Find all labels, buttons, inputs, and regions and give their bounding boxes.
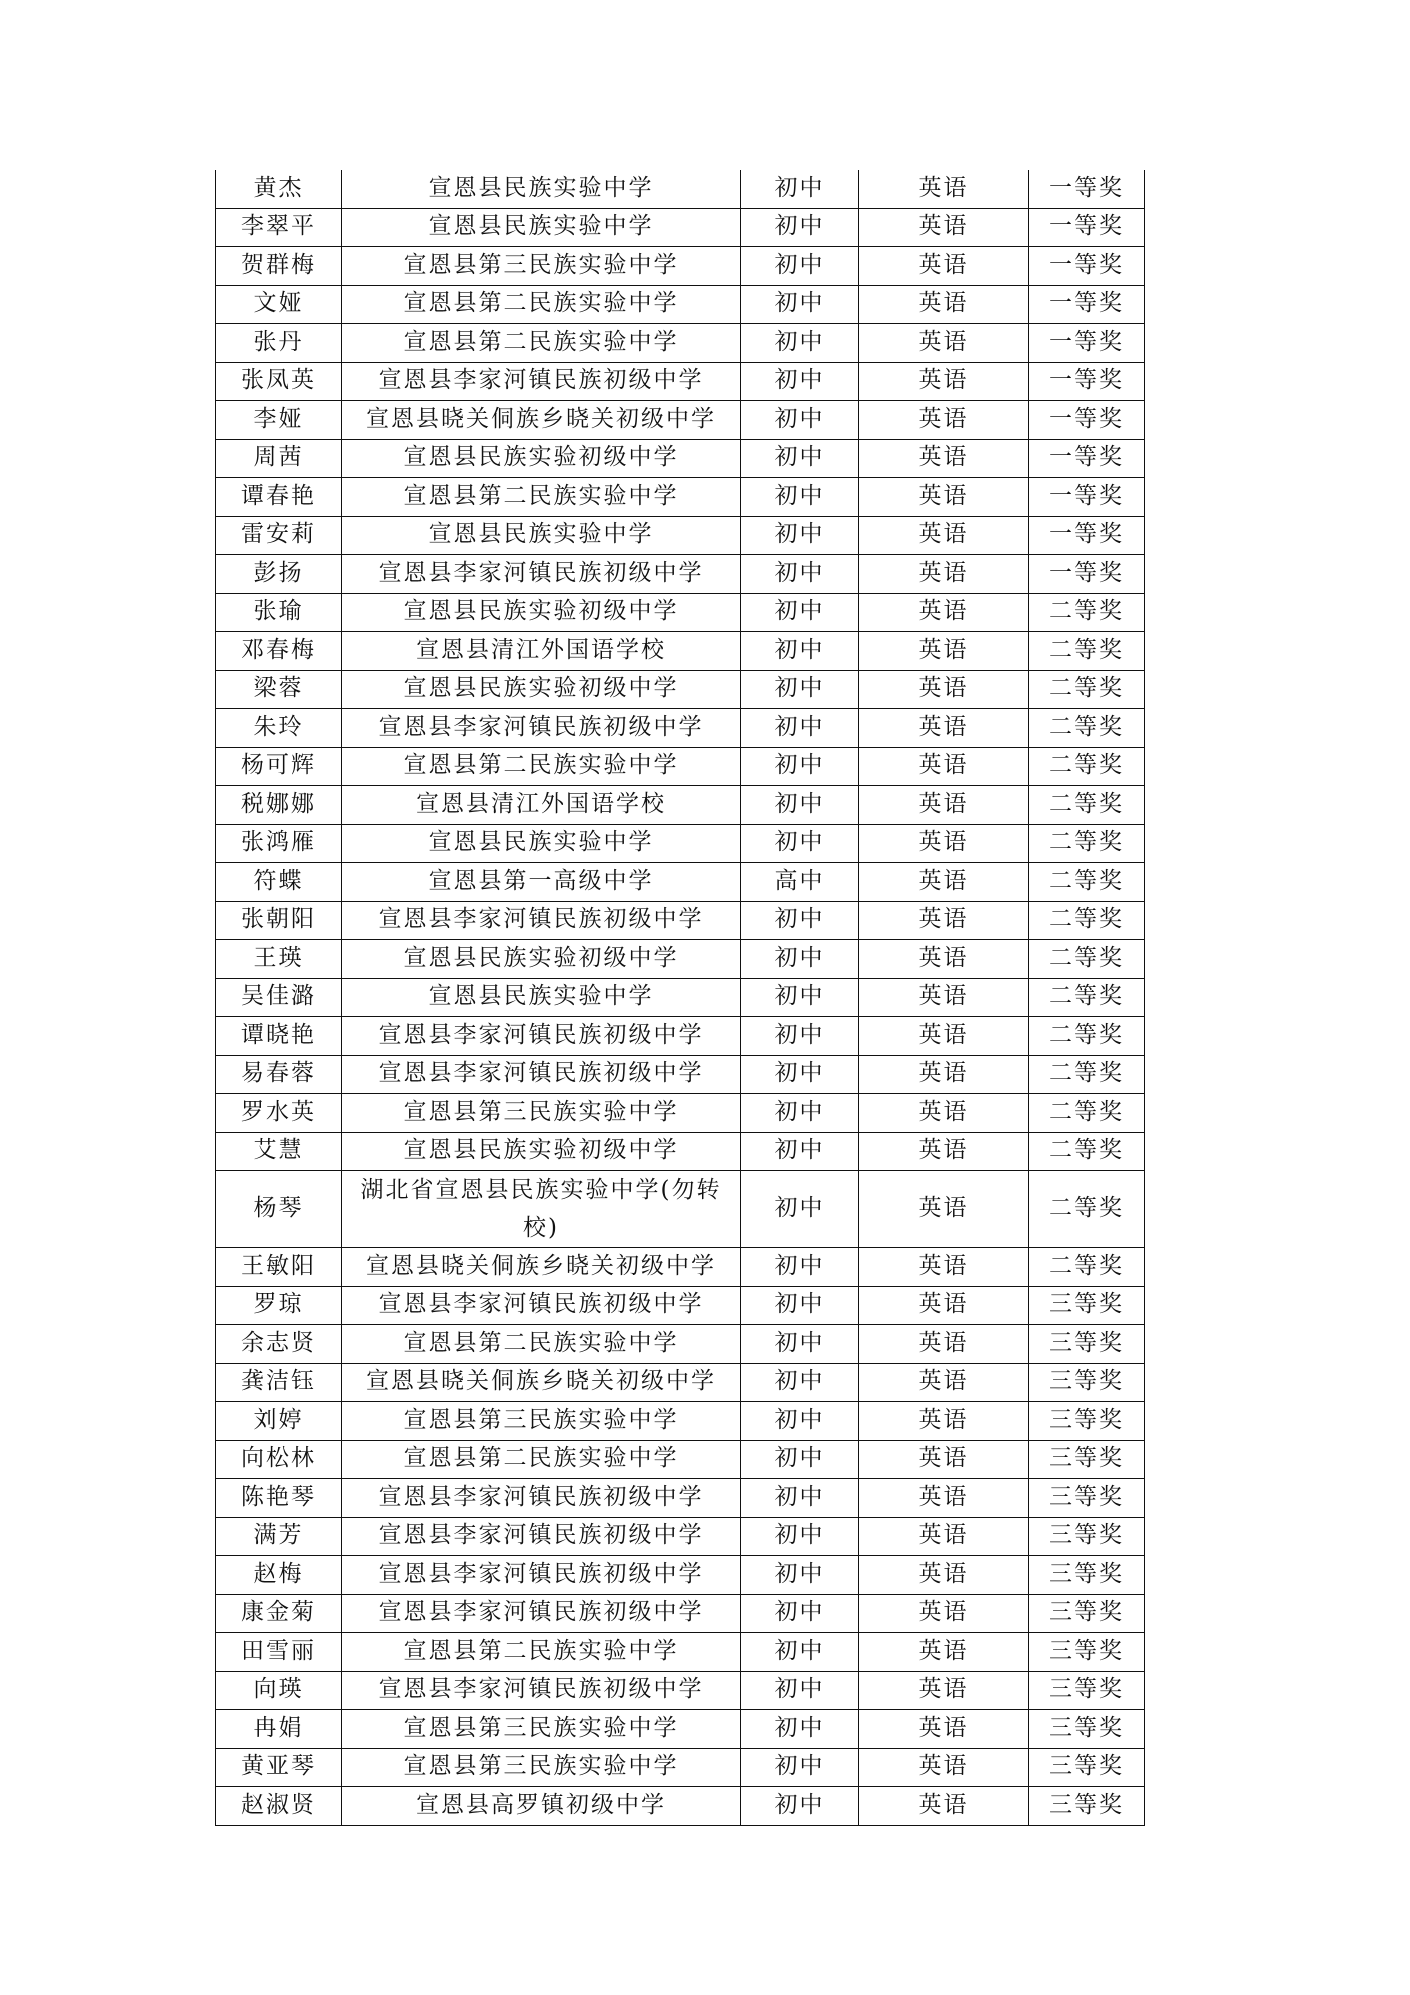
award-cell: 三等奖: [1029, 1402, 1145, 1441]
name-cell: 文娅: [216, 285, 342, 324]
subject-cell: 英语: [859, 1017, 1029, 1056]
subject-cell: 英语: [859, 1748, 1029, 1787]
school-cell: 宣恩县第二民族实验中学: [342, 478, 741, 517]
name-cell: 黄亚琴: [216, 1748, 342, 1787]
level-cell: 初中: [741, 1517, 859, 1556]
award-cell: 三等奖: [1029, 1286, 1145, 1325]
table-row: [216, 863, 1145, 902]
name-cell: 谭晓艳: [216, 1017, 342, 1056]
level-cell: 初中: [741, 1171, 859, 1248]
name-cell: 邓春梅: [216, 632, 342, 671]
subject-cell: 英语: [859, 1248, 1029, 1287]
award-cell: 二等奖: [1029, 1248, 1145, 1287]
award-cell: 一等奖: [1029, 170, 1145, 208]
subject-cell: 英语: [859, 1286, 1029, 1325]
award-cell: 一等奖: [1029, 478, 1145, 517]
table-row: [216, 978, 1145, 1017]
table-row: [216, 1402, 1145, 1441]
table-row: [216, 940, 1145, 979]
table-row: [216, 1248, 1145, 1287]
name-cell: 龚洁钰: [216, 1363, 342, 1402]
subject-cell: 英语: [859, 1517, 1029, 1556]
name-cell: 刘婷: [216, 1402, 342, 1441]
name-cell: 梁蓉: [216, 670, 342, 709]
subject-cell: 英语: [859, 670, 1029, 709]
award-cell: 三等奖: [1029, 1325, 1145, 1364]
subject-cell: 英语: [859, 439, 1029, 478]
school-cell: 宣恩县民族实验初级中学: [342, 1132, 741, 1171]
subject-cell: 英语: [859, 709, 1029, 748]
name-cell: 罗琼: [216, 1286, 342, 1325]
level-cell: 初中: [741, 1671, 859, 1710]
school-cell: 湖北省宣恩县民族实验中学(勿转校): [342, 1171, 741, 1248]
school-cell: 宣恩县清江外国语学校: [342, 632, 741, 671]
school-cell: 宣恩县第三民族实验中学: [342, 1094, 741, 1133]
subject-cell: 英语: [859, 555, 1029, 594]
subject-cell: 英语: [859, 324, 1029, 363]
subject-cell: 英语: [859, 978, 1029, 1017]
table-row: [216, 516, 1145, 555]
award-cell: 三等奖: [1029, 1671, 1145, 1710]
name-cell: 周茜: [216, 439, 342, 478]
table-row: [216, 632, 1145, 671]
level-cell: 初中: [741, 516, 859, 555]
award-cell: 二等奖: [1029, 1055, 1145, 1094]
table-row: [216, 1286, 1145, 1325]
table-row: [216, 555, 1145, 594]
school-cell: 宣恩县晓关侗族乡晓关初级中学: [342, 401, 741, 440]
school-cell: 宣恩县民族实验中学: [342, 824, 741, 863]
school-cell: 宣恩县第三民族实验中学: [342, 1748, 741, 1787]
subject-cell: 英语: [859, 285, 1029, 324]
school-cell: 宣恩县高罗镇初级中学: [342, 1787, 741, 1826]
school-cell: 宣恩县民族实验初级中学: [342, 670, 741, 709]
level-cell: 初中: [741, 1286, 859, 1325]
subject-cell: 英语: [859, 170, 1029, 208]
level-cell: 初中: [741, 747, 859, 786]
school-cell: 宣恩县李家河镇民族初级中学: [342, 1479, 741, 1518]
school-cell: 宣恩县李家河镇民族初级中学: [342, 1671, 741, 1710]
school-cell: 宣恩县第二民族实验中学: [342, 285, 741, 324]
subject-cell: 英语: [859, 1094, 1029, 1133]
award-cell: 三等奖: [1029, 1594, 1145, 1633]
name-cell: 张鸿雁: [216, 824, 342, 863]
school-cell: 宣恩县民族实验初级中学: [342, 439, 741, 478]
award-cell: 二等奖: [1029, 786, 1145, 825]
subject-cell: 英语: [859, 824, 1029, 863]
table-row: [216, 1671, 1145, 1710]
name-cell: 王瑛: [216, 940, 342, 979]
table-row: [216, 1710, 1145, 1749]
table-row: [216, 670, 1145, 709]
level-cell: 初中: [741, 593, 859, 632]
award-cell: 三等奖: [1029, 1633, 1145, 1672]
level-cell: 初中: [741, 208, 859, 247]
award-cell: 一等奖: [1029, 208, 1145, 247]
name-cell: 张凤英: [216, 362, 342, 401]
table-row: [216, 324, 1145, 363]
subject-cell: 英语: [859, 1402, 1029, 1441]
school-cell: 宣恩县民族实验初级中学: [342, 940, 741, 979]
table-row: [216, 208, 1145, 247]
award-cell: 三等奖: [1029, 1440, 1145, 1479]
award-cell: 二等奖: [1029, 1171, 1145, 1248]
award-cell: 二等奖: [1029, 901, 1145, 940]
level-cell: 初中: [741, 1055, 859, 1094]
table-row: [216, 1017, 1145, 1056]
subject-cell: 英语: [859, 901, 1029, 940]
table-row: [216, 1132, 1145, 1171]
table-row: [216, 439, 1145, 478]
table-row: [216, 1055, 1145, 1094]
name-cell: 彭扬: [216, 555, 342, 594]
level-cell: 初中: [741, 1132, 859, 1171]
subject-cell: 英语: [859, 362, 1029, 401]
award-cell: 一等奖: [1029, 247, 1145, 286]
school-cell: 宣恩县李家河镇民族初级中学: [342, 362, 741, 401]
school-cell: 宣恩县李家河镇民族初级中学: [342, 1594, 741, 1633]
subject-cell: 英语: [859, 1055, 1029, 1094]
table-row: [216, 1633, 1145, 1672]
award-cell: 二等奖: [1029, 1017, 1145, 1056]
level-cell: 初中: [741, 1248, 859, 1287]
name-cell: 杨琴: [216, 1171, 342, 1248]
name-cell: 田雪丽: [216, 1633, 342, 1672]
school-cell: 宣恩县民族实验中学: [342, 978, 741, 1017]
school-cell: 宣恩县第一高级中学: [342, 863, 741, 902]
table-row: [216, 1594, 1145, 1633]
level-cell: 初中: [741, 1633, 859, 1672]
level-cell: 初中: [741, 1363, 859, 1402]
table-row: [216, 593, 1145, 632]
school-cell: 宣恩县李家河镇民族初级中学: [342, 555, 741, 594]
school-cell: 宣恩县民族实验中学: [342, 516, 741, 555]
subject-cell: 英语: [859, 1132, 1029, 1171]
school-cell: 宣恩县晓关侗族乡晓关初级中学: [342, 1363, 741, 1402]
table-row: [216, 1748, 1145, 1787]
school-cell: 宣恩县李家河镇民族初级中学: [342, 1517, 741, 1556]
name-cell: 余志贤: [216, 1325, 342, 1364]
subject-cell: 英语: [859, 632, 1029, 671]
table-row: [216, 1363, 1145, 1402]
name-cell: 符蝶: [216, 863, 342, 902]
school-cell: 宣恩县民族实验初级中学: [342, 593, 741, 632]
table-row: [216, 1094, 1145, 1133]
level-cell: 初中: [741, 1710, 859, 1749]
school-cell: 宣恩县第二民族实验中学: [342, 324, 741, 363]
award-cell: 三等奖: [1029, 1556, 1145, 1595]
name-cell: 向瑛: [216, 1671, 342, 1710]
name-cell: 税娜娜: [216, 786, 342, 825]
name-cell: 冉娟: [216, 1710, 342, 1749]
school-cell: 宣恩县李家河镇民族初级中学: [342, 1286, 741, 1325]
level-cell: 初中: [741, 401, 859, 440]
name-cell: 雷安莉: [216, 516, 342, 555]
level-cell: 初中: [741, 709, 859, 748]
subject-cell: 英语: [859, 1594, 1029, 1633]
name-cell: 谭春艳: [216, 478, 342, 517]
table-row: [216, 285, 1145, 324]
award-cell: 二等奖: [1029, 670, 1145, 709]
award-cell: 二等奖: [1029, 1132, 1145, 1171]
award-cell: 三等奖: [1029, 1479, 1145, 1518]
subject-cell: 英语: [859, 516, 1029, 555]
school-cell: 宣恩县李家河镇民族初级中学: [342, 1055, 741, 1094]
subject-cell: 英语: [859, 208, 1029, 247]
subject-cell: 英语: [859, 1787, 1029, 1826]
name-cell: 李翠平: [216, 208, 342, 247]
level-cell: 初中: [741, 901, 859, 940]
level-cell: 初中: [741, 1594, 859, 1633]
name-cell: 赵淑贤: [216, 1787, 342, 1826]
table-row: [216, 1479, 1145, 1518]
awards-table-body: [216, 170, 1145, 1825]
subject-cell: 英语: [859, 247, 1029, 286]
subject-cell: 英语: [859, 747, 1029, 786]
table-row: [216, 1787, 1145, 1826]
award-cell: 二等奖: [1029, 863, 1145, 902]
table-row: [216, 1325, 1145, 1364]
school-cell: 宣恩县李家河镇民族初级中学: [342, 901, 741, 940]
table-row: [216, 247, 1145, 286]
subject-cell: 英语: [859, 1556, 1029, 1595]
school-cell: 宣恩县第二民族实验中学: [342, 747, 741, 786]
subject-cell: 英语: [859, 1479, 1029, 1518]
subject-cell: 英语: [859, 786, 1029, 825]
level-cell: 初中: [741, 285, 859, 324]
level-cell: 初中: [741, 940, 859, 979]
name-cell: 易春蓉: [216, 1055, 342, 1094]
table-row: [216, 824, 1145, 863]
award-cell: 三等奖: [1029, 1517, 1145, 1556]
level-cell: 初中: [741, 786, 859, 825]
name-cell: 朱玲: [216, 709, 342, 748]
award-cell: 一等奖: [1029, 516, 1145, 555]
table-row: [216, 786, 1145, 825]
name-cell: 黄杰: [216, 170, 342, 208]
name-cell: 罗水英: [216, 1094, 342, 1133]
award-cell: 二等奖: [1029, 978, 1145, 1017]
name-cell: 满芳: [216, 1517, 342, 1556]
award-cell: 一等奖: [1029, 401, 1145, 440]
award-cell: 二等奖: [1029, 747, 1145, 786]
subject-cell: 英语: [859, 401, 1029, 440]
name-cell: 艾慧: [216, 1132, 342, 1171]
table-row: [216, 478, 1145, 517]
subject-cell: 英语: [859, 1710, 1029, 1749]
level-cell: 初中: [741, 324, 859, 363]
level-cell: 初中: [741, 978, 859, 1017]
school-cell: 宣恩县李家河镇民族初级中学: [342, 709, 741, 748]
school-cell: 宣恩县第二民族实验中学: [342, 1440, 741, 1479]
level-cell: 初中: [741, 478, 859, 517]
award-cell: 三等奖: [1029, 1787, 1145, 1826]
level-cell: 初中: [741, 170, 859, 208]
level-cell: 初中: [741, 1402, 859, 1441]
subject-cell: 英语: [859, 1671, 1029, 1710]
award-cell: 二等奖: [1029, 940, 1145, 979]
name-cell: 张丹: [216, 324, 342, 363]
name-cell: 向松林: [216, 1440, 342, 1479]
level-cell: 初中: [741, 1479, 859, 1518]
table-row: [216, 362, 1145, 401]
name-cell: 杨可辉: [216, 747, 342, 786]
level-cell: 初中: [741, 1787, 859, 1826]
award-cell: 一等奖: [1029, 555, 1145, 594]
level-cell: 初中: [741, 439, 859, 478]
level-cell: 初中: [741, 670, 859, 709]
name-cell: 王敏阳: [216, 1248, 342, 1287]
level-cell: 初中: [741, 632, 859, 671]
award-cell: 三等奖: [1029, 1748, 1145, 1787]
level-cell: 初中: [741, 1094, 859, 1133]
award-cell: 一等奖: [1029, 324, 1145, 363]
award-cell: 二等奖: [1029, 1094, 1145, 1133]
table-row: [216, 170, 1145, 208]
level-cell: 初中: [741, 1556, 859, 1595]
name-cell: 张瑜: [216, 593, 342, 632]
subject-cell: 英语: [859, 1171, 1029, 1248]
award-cell: 三等奖: [1029, 1363, 1145, 1402]
name-cell: 康金菊: [216, 1594, 342, 1633]
table-row: [216, 1440, 1145, 1479]
name-cell: 李娅: [216, 401, 342, 440]
table-row: [216, 1517, 1145, 1556]
school-cell: 宣恩县第三民族实验中学: [342, 1402, 741, 1441]
subject-cell: 英语: [859, 1363, 1029, 1402]
level-cell: 初中: [741, 824, 859, 863]
table-row: [216, 401, 1145, 440]
school-cell: 宣恩县第三民族实验中学: [342, 247, 741, 286]
subject-cell: 英语: [859, 1633, 1029, 1672]
table-row: [216, 709, 1145, 748]
table-row: [216, 1556, 1145, 1595]
award-cell: 三等奖: [1029, 1710, 1145, 1749]
level-cell: 初中: [741, 1017, 859, 1056]
level-cell: 初中: [741, 1325, 859, 1364]
school-cell: 宣恩县民族实验中学: [342, 170, 741, 208]
subject-cell: 英语: [859, 863, 1029, 902]
subject-cell: 英语: [859, 1440, 1029, 1479]
name-cell: 张朝阳: [216, 901, 342, 940]
name-cell: 赵梅: [216, 1556, 342, 1595]
school-cell: 宣恩县李家河镇民族初级中学: [342, 1556, 741, 1595]
level-cell: 初中: [741, 1748, 859, 1787]
table-row: [216, 901, 1145, 940]
award-cell: 二等奖: [1029, 593, 1145, 632]
subject-cell: 英语: [859, 478, 1029, 517]
level-cell: 初中: [741, 555, 859, 594]
table-row: [216, 1171, 1145, 1248]
level-cell: 初中: [741, 247, 859, 286]
subject-cell: 英语: [859, 1325, 1029, 1364]
school-cell: 宣恩县第三民族实验中学: [342, 1710, 741, 1749]
school-cell: 宣恩县民族实验中学: [342, 208, 741, 247]
name-cell: 陈艳琴: [216, 1479, 342, 1518]
award-cell: 一等奖: [1029, 285, 1145, 324]
subject-cell: 英语: [859, 593, 1029, 632]
school-cell: 宣恩县清江外国语学校: [342, 786, 741, 825]
school-cell: 宣恩县李家河镇民族初级中学: [342, 1017, 741, 1056]
awards-table: [215, 170, 1145, 1826]
name-cell: 贺群梅: [216, 247, 342, 286]
subject-cell: 英语: [859, 940, 1029, 979]
award-cell: 一等奖: [1029, 362, 1145, 401]
school-cell: 宣恩县第二民族实验中学: [342, 1325, 741, 1364]
level-cell: 初中: [741, 362, 859, 401]
award-cell: 二等奖: [1029, 709, 1145, 748]
table-row: [216, 747, 1145, 786]
award-cell: 二等奖: [1029, 824, 1145, 863]
level-cell: 高中: [741, 863, 859, 902]
school-cell: 宣恩县晓关侗族乡晓关初级中学: [342, 1248, 741, 1287]
school-cell: 宣恩县第二民族实验中学: [342, 1633, 741, 1672]
award-cell: 二等奖: [1029, 632, 1145, 671]
level-cell: 初中: [741, 1440, 859, 1479]
award-cell: 一等奖: [1029, 439, 1145, 478]
name-cell: 吴佳潞: [216, 978, 342, 1017]
